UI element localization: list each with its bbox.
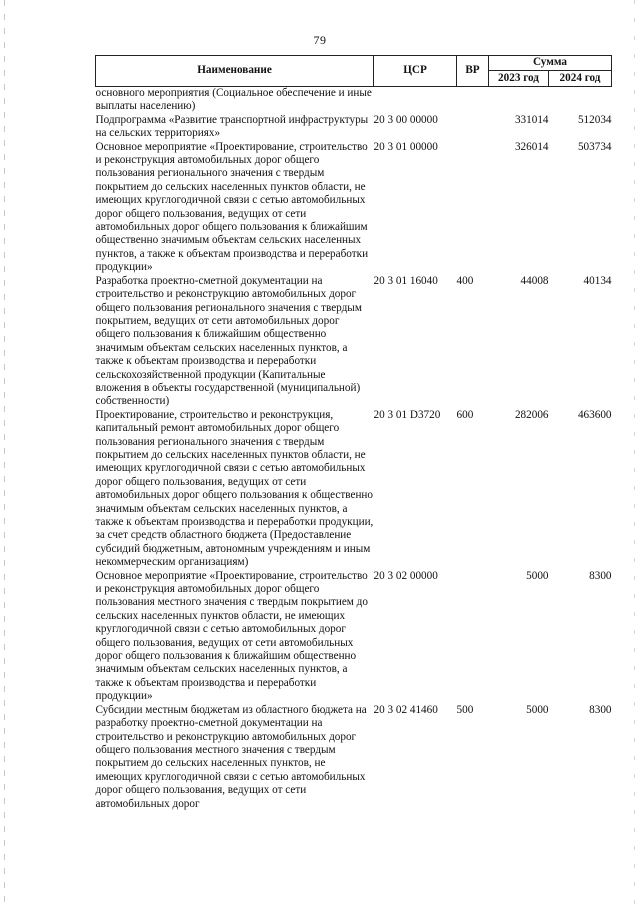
row-vr: 600 — [456, 408, 474, 421]
row-sum-2024: 8300 — [589, 703, 612, 716]
row-name: Основное мероприятие «Проектирование, строительство и реконструкция автомобильных дорог общего пользования регионального значения с твердым покрытием до сельских населенных пунктов области, не имеющих круглогодичной связи с сетью автомобильных дорог общего пользования, ведущих от сети автомобильных дорог общего пользования к ближайшим общественно значимым объектам сельских населенных пунктов, а также к объектам производства и переработки продукции» — [95, 140, 369, 274]
row-csr: 20 3 02 41460 — [373, 703, 438, 716]
table-row — [96, 114, 612, 141]
row-vr — [457, 141, 489, 275]
table-row — [96, 570, 612, 704]
row-vr — [457, 114, 489, 141]
row-name: Основное мероприятие «Проектирование, строительство и реконструкция автомобильных дорог общего пользования местного значения с твердым покрытием до сельских населенных пунктов области, не имеющих круглогодичной связи с сетью автомобильных дорог общего пользования, ведущих от сети автомобильных дорог общего пользования к ближайшим общественно значимым объектам сельских населенных пунктов, а также к объектам производства и переработки продукции» — [95, 569, 368, 703]
row-csr: 20 3 01 16040 — [373, 274, 438, 287]
header-year-2024: 2024 год — [549, 70, 612, 86]
row-vr — [457, 570, 489, 704]
header-csr: ЦСР — [374, 56, 457, 87]
row-name: Субсидии местным бюджетам из областного бюджета на разработку проектно-сметной документации на строительство и реконструкцию автомобильных дорог общего пользования местного значения с твердым покрытием до сельских населенных пунктов, не имеющих круглогодичной связи с сетью автомобильных дорог общего пользования, ведущих от сети автомобильных дорог — [95, 703, 367, 810]
table-row — [96, 141, 612, 275]
scan-edge-left — [4, 0, 5, 905]
scan-edge-right — [634, 0, 635, 905]
table-row — [96, 275, 612, 409]
row-vr: 500 — [456, 703, 474, 716]
row-sum-2023: 44008 — [520, 274, 549, 287]
row-csr: 20 3 00 00000 — [373, 113, 438, 126]
header-vr: ВР — [457, 56, 489, 87]
row-sum-2024 — [549, 87, 612, 114]
budget-table — [95, 55, 612, 811]
table-body — [96, 87, 612, 811]
row-sum-2023: 5000 — [526, 703, 549, 716]
row-name: Подпрограмма «Развитие транспортной инфраструктуры на сельских территориях» — [95, 113, 369, 140]
row-csr — [374, 87, 457, 114]
row-csr: 20 3 02 00000 — [373, 569, 438, 582]
row-sum-2024: 463600 — [577, 408, 612, 421]
row-csr: 20 3 01 D3720 — [373, 408, 441, 421]
row-sum-2024: 503734 — [577, 140, 612, 153]
page-number: 79 — [313, 33, 327, 47]
row-sum-2024: 8300 — [589, 569, 612, 582]
row-vr — [457, 87, 489, 114]
header-sum: Сумма — [489, 56, 612, 71]
table-row — [96, 87, 612, 114]
header-name: Наименование — [96, 56, 374, 87]
row-sum-2023: 5000 — [526, 569, 549, 582]
row-name: Проектирование, строительство и реконструкция, капитальный ремонт автомобильных дорог общего пользования регионального значения с твердым покрытием до сельских населенных пунктов области, не имеющих круглогодичной связи с сетью автомобильных дорог общего пользования, ведущих от сети автомобильных дорог общего пользования к общественно значимым объектам сельских населенных пунктов, а также к объектам производства и переработки продукции, за счет средств областного бюджета (Предоставление субсидий бюджетным, автономным учреждениям и иным некоммерческим организациям) — [95, 408, 374, 569]
row-name: основного мероприятия (Социальное обеспечение и иные выплаты населению) — [95, 87, 372, 113]
table-header — [96, 56, 612, 87]
row-name: Разработка проектно-сметной документации на строительство и реконструкцию автомобильных дорог общего пользования регионального значения с твердым покрытием, ведущих от сети автомобильных дорог общего пользования к ближайшим общественно значимым объектам сельских населенных пунктов, а также к объектам производства и переработки сельскохозяйственной продукции (Капитальные вложения в объекты государственной (муниципальной) собственности) — [95, 274, 362, 408]
row-sum-2023: 326014 — [514, 140, 549, 153]
table-row — [96, 409, 612, 570]
row-sum-2023: 331014 — [514, 113, 549, 126]
row-sum-2023 — [489, 87, 549, 114]
row-sum-2024: 40134 — [583, 274, 612, 287]
table-row — [96, 704, 612, 811]
row-vr: 400 — [456, 274, 474, 287]
row-sum-2023: 282006 — [514, 408, 549, 421]
header-year-2023: 2023 год — [489, 70, 549, 86]
row-csr: 20 3 01 00000 — [373, 140, 438, 153]
row-sum-2024: 512034 — [577, 113, 612, 126]
